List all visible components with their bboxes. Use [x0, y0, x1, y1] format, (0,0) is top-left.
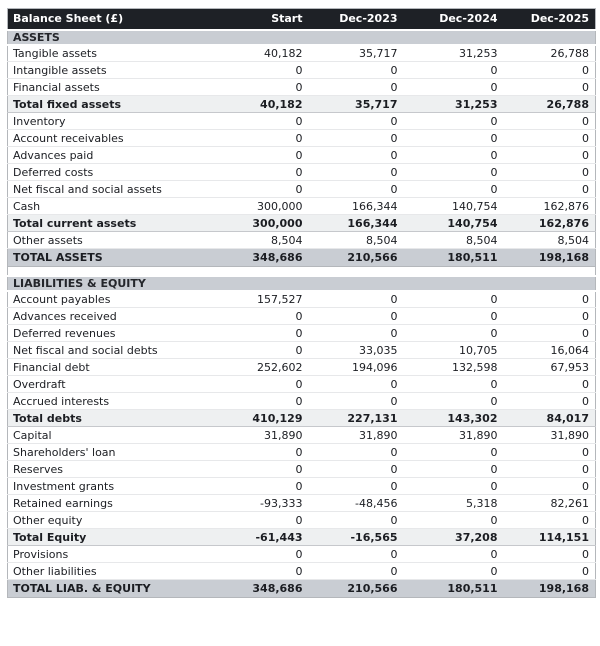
table-row: [8, 495, 596, 512]
cell-value: 410,129: [244, 410, 309, 427]
cell-value: 0: [504, 478, 596, 495]
column-header-start: Start: [244, 9, 309, 30]
cell-value: 0: [404, 478, 504, 495]
cell-value: 0: [244, 147, 309, 164]
table-row: [8, 291, 596, 308]
cell-value: 31,890: [404, 427, 504, 444]
cell-value: 0: [504, 308, 596, 325]
cell-value: 0: [504, 512, 596, 529]
cell-value: 0: [309, 130, 404, 147]
row-label: Investment grants: [8, 478, 244, 495]
cell-value: 67,953: [504, 359, 596, 376]
cell-value: 0: [244, 376, 309, 393]
cell-value: 0: [309, 325, 404, 342]
cell-value: 0: [309, 308, 404, 325]
cell-value: 198,168: [504, 249, 596, 267]
cell-value: 0: [309, 147, 404, 164]
cell-value: 16,064: [504, 342, 596, 359]
cell-value: 132,598: [404, 359, 504, 376]
cell-value: 0: [504, 181, 596, 198]
cell-value: 0: [244, 325, 309, 342]
cell-value: 0: [404, 79, 504, 96]
section-header-row: [8, 276, 596, 291]
table-header-row: [8, 9, 596, 30]
cell-value: 0: [309, 563, 404, 580]
cell-value: 40,182: [244, 45, 309, 62]
table-row: [8, 62, 596, 79]
cell-value: 0: [504, 461, 596, 478]
row-label: Account payables: [8, 291, 244, 308]
cell-value: 0: [309, 62, 404, 79]
cell-value: 0: [504, 563, 596, 580]
row-label: Overdraft: [8, 376, 244, 393]
cell-value: 0: [309, 113, 404, 130]
cell-value: 0: [244, 113, 309, 130]
cell-value: 0: [404, 444, 504, 461]
cell-value: 162,876: [504, 198, 596, 215]
row-label: Financial assets: [8, 79, 244, 96]
table-row: [8, 79, 596, 96]
row-label: Total current assets: [8, 215, 244, 232]
cell-value: 210,566: [309, 249, 404, 267]
table-title: Balance Sheet (£): [8, 9, 244, 30]
cell-value: 0: [404, 461, 504, 478]
table-row: [8, 359, 596, 376]
section-header-row: [8, 30, 596, 45]
table-row: [8, 529, 596, 546]
section-title: ASSETS: [8, 30, 596, 45]
column-header-dec-2025: Dec-2025: [504, 9, 596, 30]
cell-value: 0: [244, 79, 309, 96]
cell-value: 0: [404, 512, 504, 529]
row-label: Other assets: [8, 232, 244, 249]
cell-value: 31,890: [244, 427, 309, 444]
table-row: [8, 342, 596, 359]
cell-value: 31,890: [504, 427, 596, 444]
row-label: Total fixed assets: [8, 96, 244, 113]
cell-value: -93,333: [244, 495, 309, 512]
cell-value: 0: [309, 461, 404, 478]
cell-value: 210,566: [309, 580, 404, 598]
cell-value: 0: [504, 291, 596, 308]
cell-value: 35,717: [309, 45, 404, 62]
cell-value: 0: [504, 62, 596, 79]
row-label: TOTAL ASSETS: [8, 249, 244, 267]
cell-value: 0: [309, 546, 404, 563]
cell-value: 10,705: [404, 342, 504, 359]
table-row: [8, 308, 596, 325]
row-label: Other equity: [8, 512, 244, 529]
table-row: [8, 198, 596, 215]
cell-value: 0: [404, 164, 504, 181]
cell-value: 0: [404, 113, 504, 130]
cell-value: 0: [404, 291, 504, 308]
row-label: Total Equity: [8, 529, 244, 546]
table-row: [8, 546, 596, 563]
cell-value: 0: [404, 325, 504, 342]
cell-value: 0: [244, 461, 309, 478]
balance-sheet-report: [7, 8, 595, 598]
column-header-dec-2024: Dec-2024: [404, 9, 504, 30]
table-row: [8, 130, 596, 147]
cell-value: 0: [309, 512, 404, 529]
cell-value: 166,344: [309, 215, 404, 232]
cell-value: 33,035: [309, 342, 404, 359]
row-label: Tangible assets: [8, 45, 244, 62]
row-label: Cash: [8, 198, 244, 215]
cell-value: 31,253: [404, 45, 504, 62]
cell-value: 0: [504, 325, 596, 342]
cell-value: 180,511: [404, 249, 504, 267]
cell-value: 252,602: [244, 359, 309, 376]
cell-value: 0: [404, 181, 504, 198]
cell-value: 37,208: [404, 529, 504, 546]
row-label: Total debts: [8, 410, 244, 427]
cell-value: 0: [244, 164, 309, 181]
row-label: Reserves: [8, 461, 244, 478]
table-row: [8, 444, 596, 461]
cell-value: 0: [309, 444, 404, 461]
cell-value: 0: [404, 393, 504, 410]
cell-value: 348,686: [244, 249, 309, 267]
row-label: Advances paid: [8, 147, 244, 164]
row-label: Deferred costs: [8, 164, 244, 181]
balance-sheet-table: [7, 8, 596, 598]
cell-value: 8,504: [504, 232, 596, 249]
cell-value: 0: [504, 113, 596, 130]
cell-value: 0: [244, 563, 309, 580]
cell-value: 26,788: [504, 45, 596, 62]
table-row: [8, 45, 596, 62]
cell-value: 31,890: [309, 427, 404, 444]
cell-value: 162,876: [504, 215, 596, 232]
cell-value: 84,017: [504, 410, 596, 427]
row-label: Account receivables: [8, 130, 244, 147]
cell-value: 140,754: [404, 198, 504, 215]
cell-value: 0: [504, 164, 596, 181]
table-row: [8, 147, 596, 164]
table-row: [8, 325, 596, 342]
table-row: [8, 215, 596, 232]
cell-value: 0: [404, 62, 504, 79]
cell-value: 5,318: [404, 495, 504, 512]
cell-value: 300,000: [244, 215, 309, 232]
cell-value: 0: [244, 512, 309, 529]
row-label: TOTAL LIAB. & EQUITY: [8, 580, 244, 598]
cell-value: 0: [504, 79, 596, 96]
table-row: [8, 580, 596, 598]
cell-value: 0: [404, 376, 504, 393]
cell-value: 40,182: [244, 96, 309, 113]
cell-value: 194,096: [309, 359, 404, 376]
table-row: [8, 512, 596, 529]
table-row: [8, 376, 596, 393]
row-label: Deferred revenues: [8, 325, 244, 342]
row-label: Net fiscal and social debts: [8, 342, 244, 359]
cell-value: 0: [309, 478, 404, 495]
row-label: Capital: [8, 427, 244, 444]
row-label: Retained earnings: [8, 495, 244, 512]
cell-value: 0: [244, 393, 309, 410]
row-label: Inventory: [8, 113, 244, 130]
cell-value: 8,504: [244, 232, 309, 249]
cell-value: 0: [309, 164, 404, 181]
cell-value: 0: [404, 147, 504, 164]
cell-value: 35,717: [309, 96, 404, 113]
cell-value: 0: [244, 478, 309, 495]
row-label: Net fiscal and social assets: [8, 181, 244, 198]
cell-value: 300,000: [244, 198, 309, 215]
row-label: Financial debt: [8, 359, 244, 376]
cell-value: 140,754: [404, 215, 504, 232]
row-label: Shareholders' loan: [8, 444, 244, 461]
cell-value: 0: [504, 147, 596, 164]
cell-value: 8,504: [404, 232, 504, 249]
table-row: [8, 232, 596, 249]
column-header-dec-2023: Dec-2023: [309, 9, 404, 30]
row-label: Intangible assets: [8, 62, 244, 79]
cell-value: 0: [244, 342, 309, 359]
cell-value: 0: [244, 308, 309, 325]
table-row: [8, 461, 596, 478]
table-row: [8, 393, 596, 410]
table-row: [8, 427, 596, 444]
table-row: [8, 478, 596, 495]
cell-value: 0: [504, 130, 596, 147]
cell-value: 348,686: [244, 580, 309, 598]
cell-value: 0: [504, 444, 596, 461]
cell-value: -16,565: [309, 529, 404, 546]
cell-value: 0: [309, 393, 404, 410]
cell-value: 0: [404, 130, 504, 147]
cell-value: 8,504: [309, 232, 404, 249]
cell-value: 114,151: [504, 529, 596, 546]
table-row: [8, 113, 596, 130]
cell-value: 0: [404, 546, 504, 563]
table-row: [8, 181, 596, 198]
cell-value: -48,456: [309, 495, 404, 512]
cell-value: 227,131: [309, 410, 404, 427]
cell-value: 157,527: [244, 291, 309, 308]
cell-value: 180,511: [404, 580, 504, 598]
cell-value: 0: [504, 546, 596, 563]
cell-value: 0: [504, 393, 596, 410]
cell-value: 0: [309, 79, 404, 96]
cell-value: 0: [309, 291, 404, 308]
section-gap: [8, 267, 596, 276]
table-row: [8, 410, 596, 427]
table-row: [8, 96, 596, 113]
cell-value: 143,302: [404, 410, 504, 427]
row-label: Advances received: [8, 308, 244, 325]
table-row: [8, 563, 596, 580]
cell-value: 198,168: [504, 580, 596, 598]
cell-value: 0: [404, 308, 504, 325]
cell-value: 0: [244, 546, 309, 563]
cell-value: 166,344: [309, 198, 404, 215]
cell-value: 0: [244, 130, 309, 147]
cell-value: 0: [309, 376, 404, 393]
row-label: Accrued interests: [8, 393, 244, 410]
section-title: LIABILITIES & EQUITY: [8, 276, 596, 291]
cell-value: 26,788: [504, 96, 596, 113]
cell-value: 82,261: [504, 495, 596, 512]
cell-value: 0: [309, 181, 404, 198]
cell-value: 0: [244, 444, 309, 461]
cell-value: 0: [504, 376, 596, 393]
section-gap-cell: [8, 267, 596, 276]
row-label: Provisions: [8, 546, 244, 563]
table-body: [8, 30, 596, 598]
cell-value: -61,443: [244, 529, 309, 546]
cell-value: 31,253: [404, 96, 504, 113]
row-label: Other liabilities: [8, 563, 244, 580]
table-row: [8, 249, 596, 267]
cell-value: 0: [244, 181, 309, 198]
cell-value: 0: [244, 62, 309, 79]
table-row: [8, 164, 596, 181]
cell-value: 0: [404, 563, 504, 580]
